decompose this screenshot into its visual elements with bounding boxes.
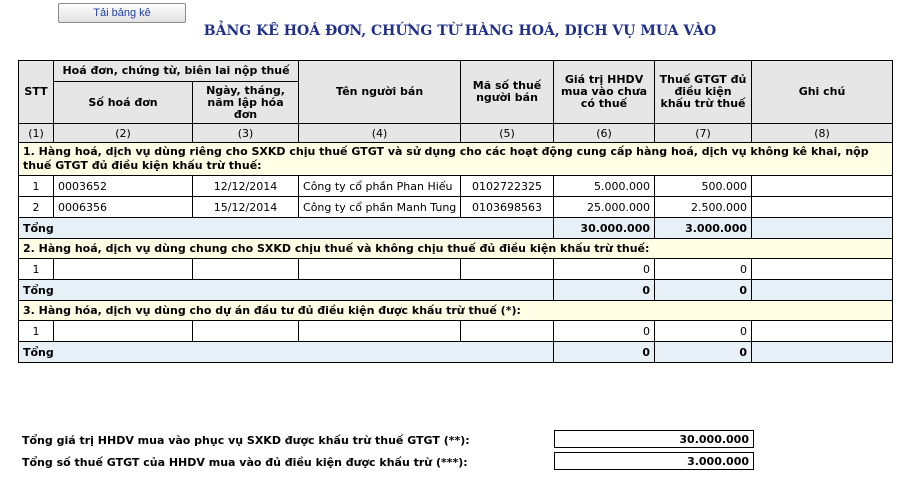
total-note (752, 218, 893, 239)
cell-seller[interactable] (299, 321, 461, 342)
summary-total-vat-field[interactable]: 3.000.000 (554, 452, 754, 470)
total-vat: 3.000.000 (655, 218, 752, 239)
total-value: 30.000.000 (554, 218, 655, 239)
cell-stt: 2 (19, 197, 54, 218)
cell-seller[interactable]: Công ty cổ phần Manh Tung (299, 197, 461, 218)
page-title: BẢNG KÊ HOÁ ĐƠN, CHỨNG TỪ HÀNG HOÁ, DỊCH VỤ MUA VÀO (203, 23, 717, 39)
cell-tax-code[interactable]: 0102722325 (461, 176, 554, 197)
column-number: (7) (655, 124, 752, 143)
section-2-total-row (19, 280, 893, 301)
header-value: Giá trị HHDV mua vào chưa có thuế (554, 61, 655, 124)
section-3-title: 3. Hàng hóa, dịch vụ dùng cho dự án đầu tư đủ điều kiện được khấu trừ thuế (*): (19, 301, 893, 321)
total-label: Tổng (19, 342, 554, 363)
total-note (752, 342, 893, 363)
cell-vat[interactable]: 0 (655, 321, 752, 342)
total-label: Tổng (19, 280, 554, 301)
cell-vat[interactable]: 500.000 (655, 176, 752, 197)
total-vat: 0 (655, 280, 752, 301)
invoice-table (18, 60, 893, 363)
cell-note[interactable] (752, 197, 893, 218)
section-3-total-row (19, 342, 893, 363)
cell-invoice-date[interactable] (193, 259, 299, 280)
cell-stt: 1 (19, 176, 54, 197)
cell-vat[interactable]: 0 (655, 259, 752, 280)
section-2-title: 2. Hàng hoá, dịch vụ dùng chung cho SXKD chịu thuế và không chịu thuế đủ điều kiện khấu trừ thuế: (19, 239, 893, 259)
header-invoice-date: Ngày, tháng, năm lập hóa đơn (193, 82, 299, 124)
total-value: 0 (554, 342, 655, 363)
cell-note[interactable] (752, 176, 893, 197)
cell-invoice-no[interactable] (54, 321, 193, 342)
cell-stt: 1 (19, 321, 54, 342)
header-invoice-no: Số hoá đơn (54, 82, 193, 124)
column-number: (8) (752, 124, 893, 143)
cell-invoice-no[interactable] (54, 259, 193, 280)
header-note: Ghi chú (752, 61, 893, 124)
cell-tax-code[interactable] (461, 259, 554, 280)
cell-note[interactable] (752, 259, 893, 280)
summary-total-value-field[interactable]: 30.000.000 (554, 430, 754, 448)
table-row (19, 321, 893, 342)
column-number: (6) (554, 124, 655, 143)
column-number: (1) (19, 124, 54, 143)
cell-value[interactable]: 0 (554, 321, 655, 342)
summary-total-vat-label: Tổng số thuế GTGT của HHDV mua vào đủ điều kiện được khấu trừ (***): (22, 456, 468, 469)
total-label: Tổng (19, 218, 554, 239)
download-list-button[interactable]: Tải bảng kê (58, 3, 186, 23)
summary-total-value-label: Tổng giá trị HHDV mua vào phục vụ SXKD được khấu trừ thuế GTGT (**): (22, 434, 470, 447)
header-tax-code: Mã số thuế người bán (461, 61, 554, 124)
header-stt: STT (19, 61, 54, 124)
cell-vat[interactable]: 2.500.000 (655, 197, 752, 218)
section-1-title: 1. Hàng hoá, dịch vụ dùng riêng cho SXKD chịu thuế GTGT và sử dụng cho các hoạt động cung cấp hàng hoá, dịch vụ không kê khai, nộp thuế GTGT đủ điều kiện khấu trừ thuế: (19, 143, 893, 176)
cell-value[interactable]: 5.000.000 (554, 176, 655, 197)
column-number-row (19, 124, 893, 143)
header-invoice-group: Hoá đơn, chứng từ, biên lai nộp thuế (54, 61, 299, 82)
cell-invoice-no[interactable]: 0003652 (54, 176, 193, 197)
total-value: 0 (554, 280, 655, 301)
cell-tax-code[interactable] (461, 321, 554, 342)
column-number: (3) (193, 124, 299, 143)
column-number: (5) (461, 124, 554, 143)
table-row (19, 176, 893, 197)
cell-invoice-date[interactable]: 15/12/2014 (193, 197, 299, 218)
cell-seller[interactable]: Công ty cổ phần Phan Hiếu (299, 176, 461, 197)
section-1-total-row (19, 218, 893, 239)
cell-invoice-date[interactable]: 12/12/2014 (193, 176, 299, 197)
total-vat: 0 (655, 342, 752, 363)
table-row (19, 259, 893, 280)
header-vat: Thuế GTGT đủ điều kiện khấu trừ thuế (655, 61, 752, 124)
header-seller: Tên người bán (299, 61, 461, 124)
cell-tax-code[interactable]: 0103698563 (461, 197, 554, 218)
cell-stt: 1 (19, 259, 54, 280)
cell-invoice-no[interactable]: 0006356 (54, 197, 193, 218)
cell-note[interactable] (752, 321, 893, 342)
column-number: (4) (299, 124, 461, 143)
column-number: (2) (54, 124, 193, 143)
total-note (752, 280, 893, 301)
cell-value[interactable]: 25.000.000 (554, 197, 655, 218)
table-row (19, 197, 893, 218)
cell-seller[interactable] (299, 259, 461, 280)
cell-value[interactable]: 0 (554, 259, 655, 280)
cell-invoice-date[interactable] (193, 321, 299, 342)
